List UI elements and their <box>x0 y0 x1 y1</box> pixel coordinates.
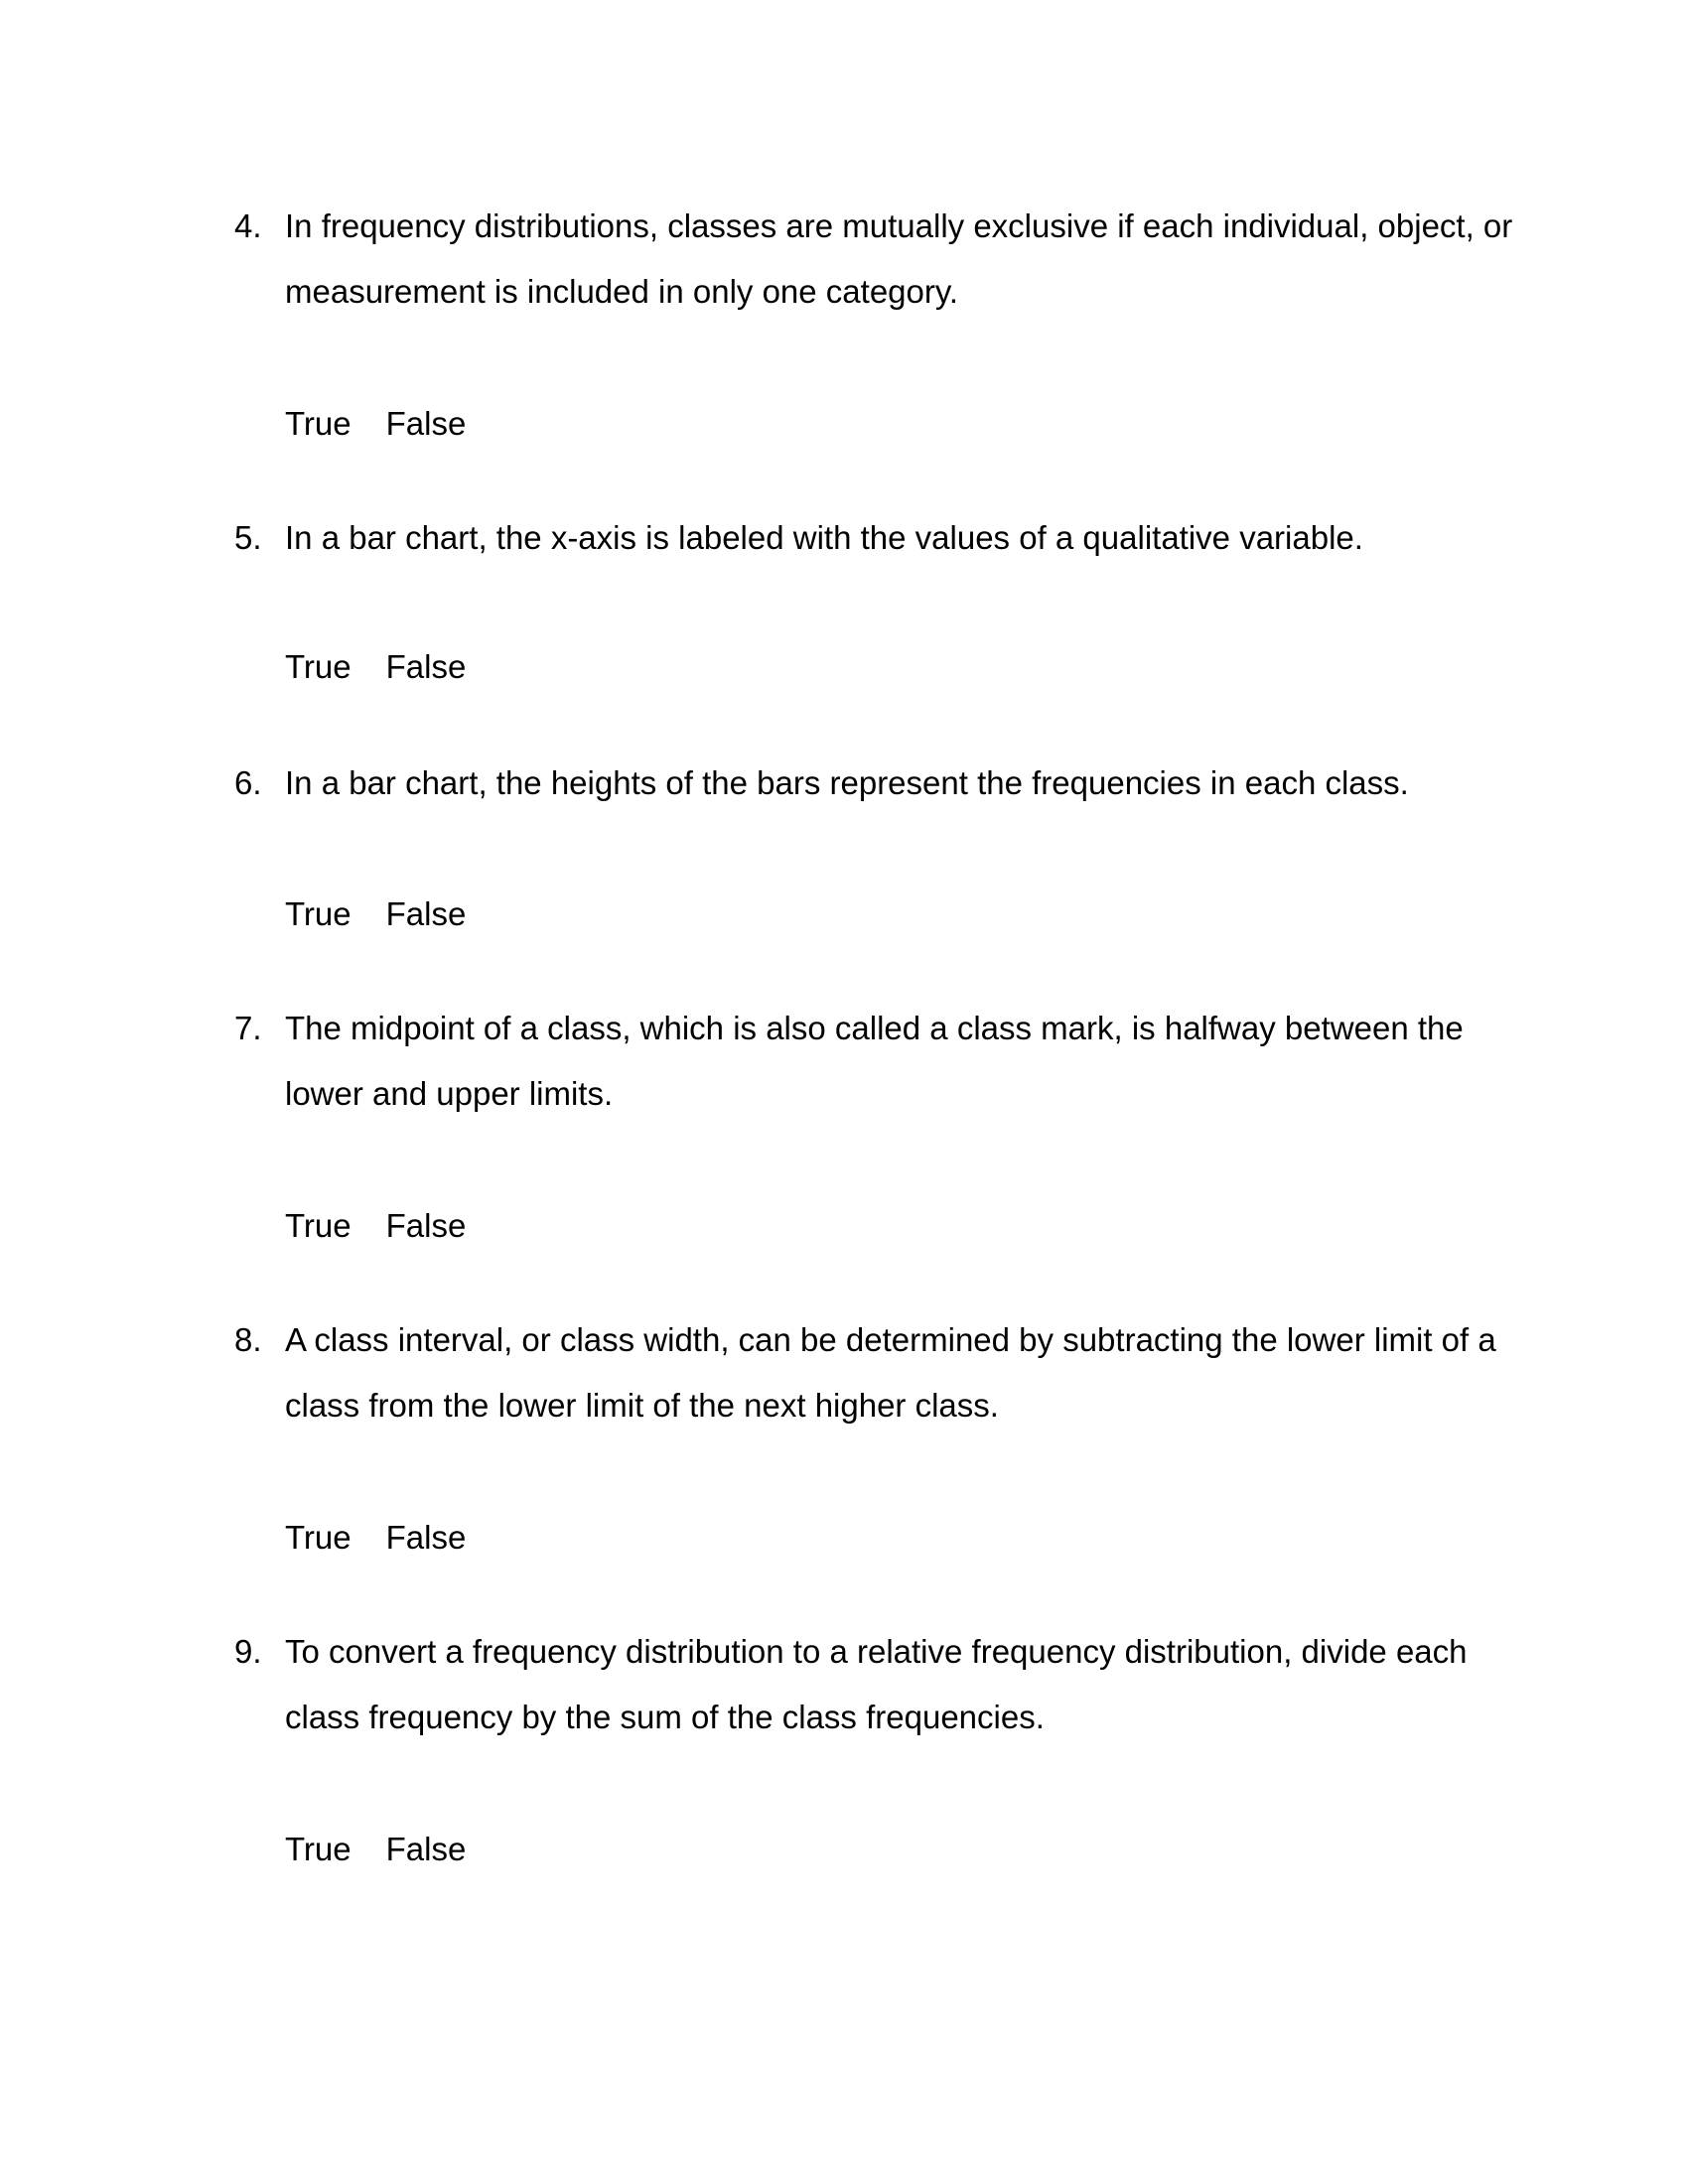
true-option[interactable]: True <box>285 405 352 442</box>
false-option[interactable]: False <box>385 895 467 932</box>
question-text: In frequency distributions, classes are mutually exclusive if each individual, object, or measurement is included in only one category. <box>285 207 1513 310</box>
question-number: 9. <box>234 1633 262 1670</box>
answer-choices <box>285 391 466 457</box>
answer-choices <box>285 882 466 947</box>
question-number: 8. <box>234 1321 262 1358</box>
question-text: A class interval, or class width, can be determined by subtracting the lower limit of a class from the lower limit of the next higher class. <box>285 1321 1496 1424</box>
answer-choices <box>285 634 466 700</box>
answer-choices <box>285 1817 466 1882</box>
question-number: 7. <box>234 1010 262 1046</box>
question-number: 5. <box>234 519 262 556</box>
false-option[interactable]: False <box>385 648 467 685</box>
question-number: 4. <box>234 207 262 244</box>
answer-choices <box>285 1193 466 1259</box>
question-text: In a bar chart, the heights of the bars represent the frequencies in each class. <box>285 764 1409 801</box>
question-text: In a bar chart, the x-axis is labeled with the values of a qualitative variable. <box>285 519 1363 556</box>
question-number: 6. <box>234 764 262 801</box>
question-text: To convert a frequency distribution to a relative frequency distribution, divide each class frequency by the sum of the class frequencies. <box>285 1633 1468 1735</box>
question-text: The midpoint of a class, which is also called a class mark, is halfway between the lower and upper limits. <box>285 1010 1464 1112</box>
false-option[interactable]: False <box>385 1831 467 1867</box>
true-option[interactable]: True <box>285 1207 352 1244</box>
true-option[interactable]: True <box>285 1519 352 1556</box>
false-option[interactable]: False <box>385 405 467 442</box>
true-option[interactable]: True <box>285 1831 352 1867</box>
true-option[interactable]: True <box>285 648 352 685</box>
false-option[interactable]: False <box>385 1519 467 1556</box>
answer-choices <box>285 1505 466 1570</box>
false-option[interactable]: False <box>385 1207 467 1244</box>
true-option[interactable]: True <box>285 895 352 932</box>
